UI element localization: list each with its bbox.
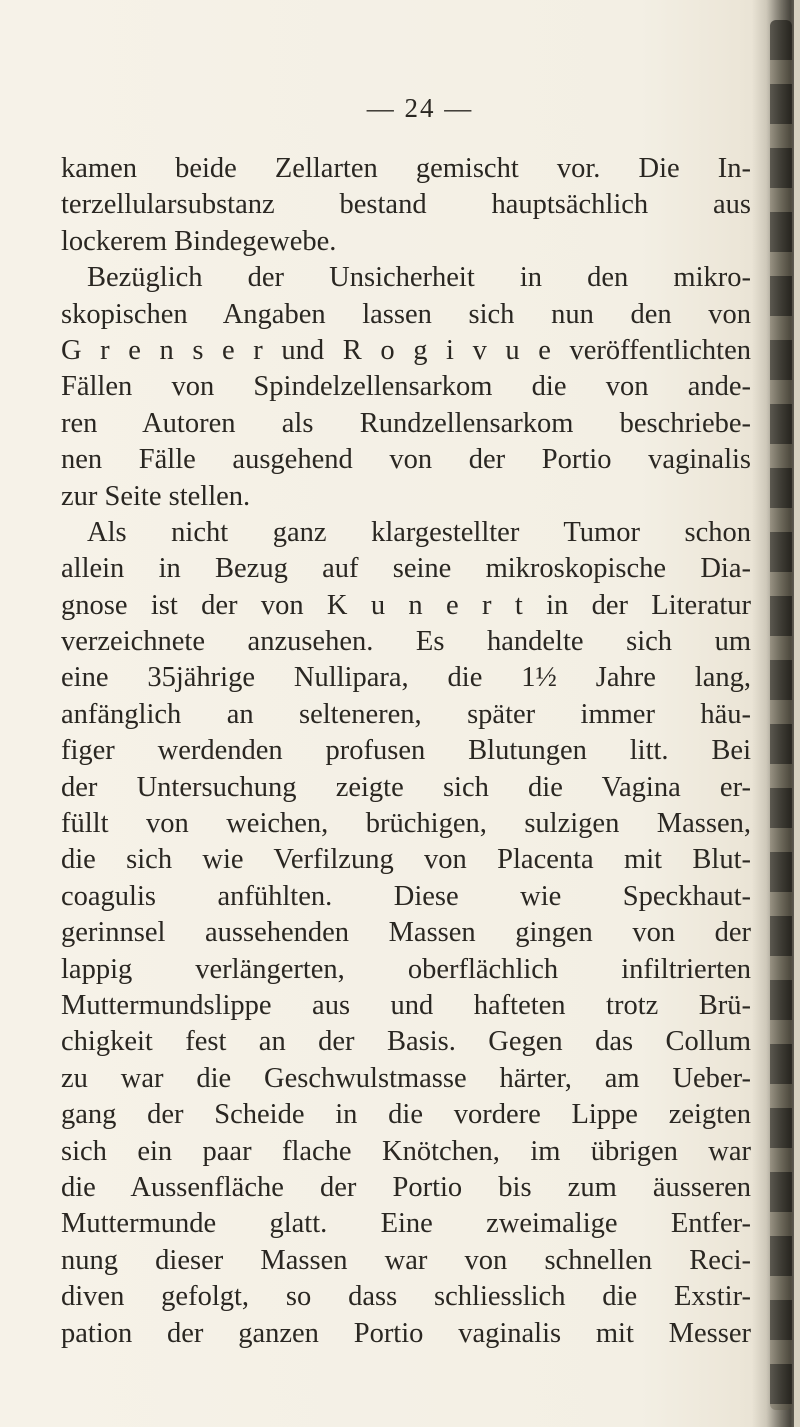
text-line: coagulis anfühlten. Diese wie Speckhaut-: [61, 880, 751, 912]
text-line: terzellularsubstanz bestand hauptsächlich aus: [61, 189, 751, 221]
text-line: nen Fälle ausgehend von der Portio vaginalis: [61, 444, 751, 476]
text-line: lappig verlängerten, oberflächlich infiltrierten: [61, 953, 751, 985]
text-line: gerinnsel aussehenden Massen gingen von der: [61, 917, 751, 949]
text-line: die sich wie Verfilzung von Placenta mit Blut-: [61, 844, 751, 876]
text-line: ren Autoren als Rundzellensarkom beschriebe-: [61, 407, 751, 439]
page-edge: [794, 0, 800, 1427]
page-number: — 24 —: [366, 93, 474, 123]
text-line: skopischen Angaben lassen sich nun den von: [61, 298, 751, 330]
text-line: verzeichnete anzusehen. Es handelte sich um: [61, 626, 751, 658]
text-line: Als nicht ganz klargestellter Tumor schon: [87, 516, 751, 548]
text-line: zur Seite stellen.: [61, 480, 251, 512]
text-line: Bezüglich der Unsicherheit in den mikro-: [87, 262, 751, 294]
text-line: pation der ganzen Portio vaginalis mit Messer: [61, 1317, 751, 1349]
text-line: diven gefolgt, so dass schliesslich die Exstir-: [61, 1281, 751, 1313]
text-line: Muttermunde glatt. Eine zweimalige Entfer-: [61, 1208, 751, 1240]
page-binding-strip: [770, 20, 792, 1410]
text-line: gang der Scheide in die vordere Lippe zeigten: [61, 1099, 751, 1131]
text-line: Muttermundslippe aus und hafteten trotz Brü-: [61, 989, 751, 1021]
text-line: die Aussenfläche der Portio bis zum äusseren: [61, 1171, 751, 1203]
text-line: kamen beide Zellarten gemischt vor. Die In-: [61, 153, 751, 184]
text-line: füllt von weichen, brüchigen, sulzigen Massen,: [61, 808, 751, 840]
text-line: der Untersuchung zeigte sich die Vagina er-: [61, 771, 751, 803]
body-text: [61, 151, 751, 1352]
text-line: nung dieser Massen war von schnellen Reci-: [61, 1244, 751, 1276]
text-line: allein in Bezug auf seine mikroskopische Dia-: [61, 553, 751, 585]
text-line: Fällen von Spindelzellensarkom die von ande-: [61, 371, 751, 403]
text-line: figer werdenden profusen Blutungen litt. Bei: [61, 735, 751, 767]
text-line: lockerem Bindegewebe.: [61, 225, 337, 257]
text-line: zu war die Geschwulstmasse härter, am Ueber-: [61, 1062, 751, 1094]
text-line: anfänglich an selteneren, später immer häu-: [61, 698, 751, 730]
text-line: chigkeit fest an der Basis. Gegen das Collum: [61, 1026, 751, 1058]
text-line: gnose ist der von K u n e r t in der Literatur: [61, 589, 751, 621]
text-line: sich ein paar flache Knötchen, im übrigen war: [61, 1135, 751, 1167]
text-line: G r e n s e r und R o g i v u e veröffentlichten: [61, 334, 751, 366]
text-line: eine 35jährige Nullipara, die 1½ Jahre lang,: [61, 662, 751, 694]
